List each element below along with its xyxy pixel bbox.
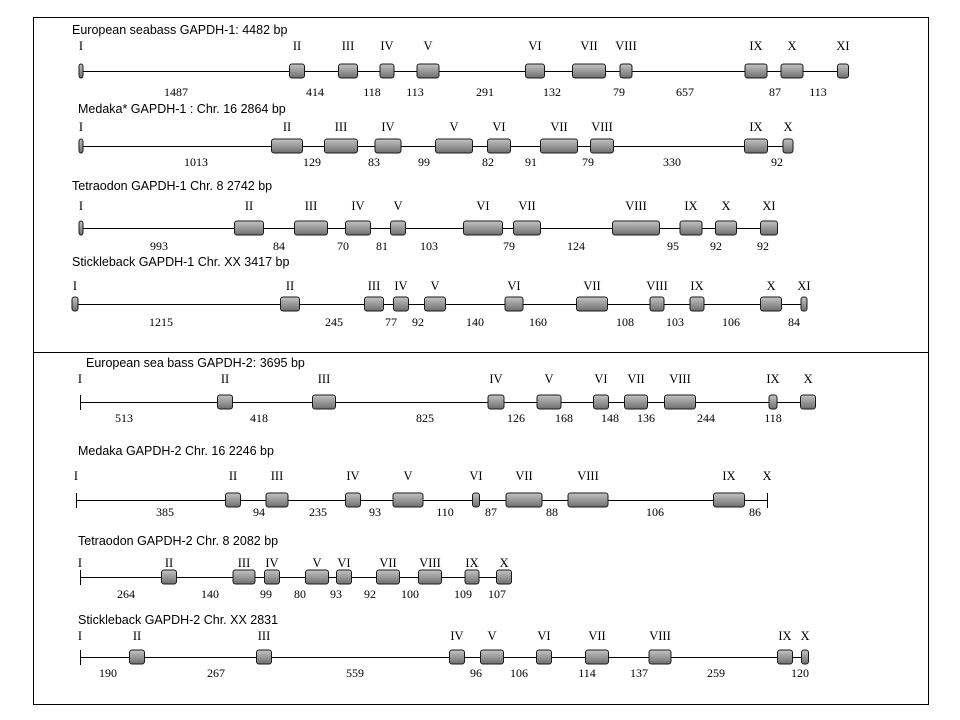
intron-length-label: 109 [454, 587, 472, 601]
exon-box [226, 493, 241, 507]
exon-label: X [783, 120, 793, 134]
intron-length-label: 103 [666, 315, 684, 329]
panel-gapdh-1 [34, 18, 929, 353]
exon-label: IX [690, 279, 704, 293]
exon-box [257, 650, 272, 664]
exon-label: IV [265, 556, 279, 570]
gene-title: Tetraodon GAPDH-1 Chr. 8 2742 bp [72, 179, 273, 193]
intron-length-label: 96 [470, 666, 482, 680]
intron-length-label: 92 [412, 315, 424, 329]
gene-row [78, 102, 793, 169]
exon-box [802, 650, 809, 664]
exon-box [781, 64, 803, 78]
gene-title: Stickleback GAPDH-1 Chr. XX 3417 bp [72, 255, 290, 269]
exon-box [473, 493, 480, 507]
exon-label: I [77, 372, 83, 386]
exon-label: II [164, 556, 174, 570]
intron-length-label: 95 [667, 239, 679, 253]
intron-length-label: 132 [543, 85, 561, 99]
exon-label: IX [778, 629, 792, 643]
exon-box [313, 395, 336, 409]
exon-box [801, 395, 816, 409]
exon-label: VI [492, 120, 506, 134]
intron-length-label: 160 [529, 315, 547, 329]
intron-length-label: 993 [150, 239, 168, 253]
exon-box [783, 139, 793, 153]
intron-length-label: 126 [507, 411, 525, 425]
exon-box [233, 570, 255, 584]
exon-box [306, 570, 329, 584]
intron-length-label: 107 [488, 587, 506, 601]
exon-label: X [721, 199, 731, 213]
exon-box [620, 64, 632, 78]
exon-box [130, 650, 145, 664]
intron-length-label: 108 [616, 315, 634, 329]
exon-box [613, 221, 660, 235]
exon-box [514, 221, 541, 235]
exon-label: XI [762, 199, 776, 213]
exon-label: V [393, 199, 403, 213]
exon-box [325, 139, 358, 153]
exon-box [436, 139, 473, 153]
intron-length-label: 168 [555, 411, 573, 425]
exon-label: VIII [419, 556, 441, 570]
intron-length-label: 113 [809, 85, 827, 99]
intron-length-label: 86 [749, 505, 761, 519]
exon-box [716, 221, 737, 235]
exon-box [801, 297, 807, 311]
intron-length-label: 83 [368, 155, 380, 169]
exon-label: V [487, 629, 497, 643]
exon-label: VII [583, 279, 601, 293]
intron-length-label: 1013 [184, 155, 208, 169]
intron-length-label: 79 [613, 85, 625, 99]
exon-label: IX [722, 469, 736, 483]
exon-label: III [237, 556, 251, 570]
exon-label: V [544, 372, 554, 386]
exon-label: VI [476, 199, 490, 213]
intron-length-label: 92 [364, 587, 376, 601]
exon-label: VI [594, 372, 608, 386]
exon-label: I [77, 629, 83, 643]
exon-label: VII [515, 469, 533, 483]
gene-row [78, 613, 810, 680]
intron-length-label: 92 [771, 155, 783, 169]
intron-length-label: 264 [117, 587, 135, 601]
gene-row [72, 255, 811, 329]
exon-label: X [800, 629, 810, 643]
intron-length-label: 513 [115, 411, 133, 425]
intron-length-label: 245 [325, 315, 343, 329]
exon-label: V [430, 279, 440, 293]
intron-length-label: 113 [406, 85, 424, 99]
exon-box [541, 139, 578, 153]
gene-title: Medaka* GAPDH-1 : Chr. 16 2864 bp [78, 102, 286, 116]
exon-box [162, 570, 177, 584]
intron-length-label: 1487 [164, 85, 188, 99]
intron-length-label: 118 [363, 85, 381, 99]
exon-label: VIII [625, 199, 647, 213]
exon-box [218, 395, 233, 409]
exon-box [377, 570, 400, 584]
gene-title: European seabass GAPDH-1: 4482 bp [72, 23, 288, 37]
exon-label: VI [507, 279, 521, 293]
exon-box [761, 221, 778, 235]
exon-box [745, 64, 767, 78]
intron-length-label: 385 [156, 505, 174, 519]
gene-row [74, 444, 772, 519]
exon-label: V [403, 469, 413, 483]
exon-box [650, 297, 664, 311]
exon-box [337, 570, 352, 584]
exon-label: II [244, 199, 254, 213]
intron-length-label: 140 [466, 315, 484, 329]
intron-length-label: 118 [764, 411, 782, 425]
exon-label: VIII [591, 120, 613, 134]
exon-label: XI [797, 279, 811, 293]
exon-box [419, 570, 442, 584]
exon-box [481, 650, 504, 664]
exon-box [714, 493, 745, 507]
exon-label: IV [346, 469, 360, 483]
exon-box [577, 297, 608, 311]
exon-label: III [270, 469, 284, 483]
intron-length-label: 91 [525, 155, 537, 169]
exon-label: IV [351, 199, 365, 213]
exon-box [339, 64, 358, 78]
intron-length-label: 267 [207, 666, 225, 680]
exon-label: VII [550, 120, 568, 134]
exon-label: XI [836, 39, 850, 53]
intron-length-label: 137 [630, 666, 648, 680]
exon-label: II [282, 120, 292, 134]
exon-label: X [499, 556, 509, 570]
exon-label: III [367, 279, 381, 293]
exon-label: VIII [649, 629, 671, 643]
intron-length-label: 124 [567, 239, 585, 253]
exon-label: VIII [615, 39, 637, 53]
exon-label: I [72, 279, 78, 293]
intron-length-label: 136 [637, 411, 655, 425]
exon-label: IX [684, 199, 698, 213]
exon-box [690, 297, 704, 311]
exon-label: IX [766, 372, 780, 386]
intron-length-label: 106 [646, 505, 664, 519]
exon-box [375, 139, 401, 153]
exon-box [346, 221, 371, 235]
exon-box [594, 395, 609, 409]
intron-length-label: 84 [273, 239, 285, 253]
intron-length-label: 825 [416, 411, 434, 425]
exon-box [769, 395, 777, 409]
exon-box [838, 64, 849, 78]
exon-box [235, 221, 264, 235]
intron-length-label: 99 [260, 587, 272, 601]
exon-box [393, 493, 423, 507]
exon-box [537, 395, 561, 409]
exon-box [417, 64, 439, 78]
gene-row [72, 23, 850, 99]
gene-row [72, 179, 778, 253]
intron-length-label: 106 [722, 315, 740, 329]
intron-length-label: 79 [582, 155, 594, 169]
exon-box [573, 64, 606, 78]
exon-box [761, 297, 782, 311]
exon-label: V [423, 39, 433, 53]
exon-label: V [312, 556, 322, 570]
exon-box [79, 64, 83, 78]
exon-box [488, 395, 504, 409]
exon-box [425, 297, 446, 311]
intron-length-label: 291 [476, 85, 494, 99]
exon-label: IV [380, 39, 394, 53]
exon-box [79, 221, 83, 235]
intron-length-label: 103 [420, 239, 438, 253]
exon-label: IX [749, 39, 763, 53]
exon-box [450, 650, 465, 664]
exon-label: VII [580, 39, 598, 53]
intron-length-label: 106 [510, 666, 528, 680]
exon-box [272, 139, 303, 153]
exon-box [537, 650, 552, 664]
exon-label: X [803, 372, 813, 386]
intron-length-label: 88 [546, 505, 558, 519]
exon-label: X [762, 469, 772, 483]
exon-label: I [77, 556, 83, 570]
intron-length-label: 87 [769, 85, 781, 99]
intron-length-label: 80 [294, 587, 306, 601]
intron-length-label: 148 [601, 411, 619, 425]
exon-label: III [317, 372, 331, 386]
intron-length-label: 84 [788, 315, 800, 329]
exon-box [79, 139, 83, 153]
intron-length-label: 87 [485, 505, 497, 519]
exon-label: VII [627, 372, 645, 386]
exon-label: VII [518, 199, 536, 213]
exon-box [295, 221, 328, 235]
gene-row [78, 534, 512, 601]
exon-label: VI [337, 556, 351, 570]
exon-box [365, 297, 384, 311]
exon-box [526, 64, 545, 78]
gene-row [78, 356, 816, 425]
exon-box [464, 221, 503, 235]
exon-box [391, 221, 406, 235]
exon-label: IV [381, 120, 395, 134]
exon-box [745, 139, 768, 153]
exon-box [680, 221, 702, 235]
intron-length-label: 259 [707, 666, 725, 680]
exon-label: III [304, 199, 318, 213]
exon-label: II [220, 372, 230, 386]
exon-box [346, 493, 361, 507]
intron-length-label: 559 [346, 666, 364, 680]
intron-length-label: 1215 [149, 315, 173, 329]
intron-length-label: 70 [337, 239, 349, 253]
exon-box [506, 493, 542, 507]
exon-box [265, 570, 280, 584]
exon-label: I [78, 120, 84, 134]
exon-label: I [73, 469, 79, 483]
exon-box [649, 650, 671, 664]
exon-box [281, 297, 300, 311]
exon-label: IX [465, 556, 479, 570]
exon-box [465, 570, 479, 584]
intron-length-label: 235 [309, 505, 327, 519]
exon-box [568, 493, 608, 507]
panel-gapdh-2 [34, 353, 929, 705]
intron-length-label: 93 [369, 505, 381, 519]
exon-box [586, 650, 609, 664]
exon-label: VI [528, 39, 542, 53]
exon-label: X [787, 39, 797, 53]
intron-length-label: 92 [757, 239, 769, 253]
intron-length-label: 414 [306, 85, 324, 99]
exon-label: III [334, 120, 348, 134]
gene-title: Tetraodon GAPDH-2 Chr. 8 2082 bp [78, 534, 279, 548]
exon-label: X [766, 279, 776, 293]
intron-length-label: 77 [385, 315, 397, 329]
intron-length-label: 418 [250, 411, 268, 425]
intron-length-label: 82 [482, 155, 494, 169]
gene-title: European sea bass GAPDH-2: 3695 bp [86, 356, 305, 370]
intron-length-label: 110 [436, 505, 454, 519]
exon-box [488, 139, 511, 153]
exon-label: VIII [646, 279, 668, 293]
intron-length-label: 330 [663, 155, 681, 169]
exon-label: VI [469, 469, 483, 483]
exon-label: VIII [577, 469, 599, 483]
exon-label: VII [379, 556, 397, 570]
intron-length-label: 114 [578, 666, 596, 680]
intron-length-label: 93 [330, 587, 342, 601]
intron-length-label: 120 [791, 666, 809, 680]
exon-label: II [292, 39, 302, 53]
intron-length-label: 94 [253, 505, 265, 519]
intron-length-label: 244 [697, 411, 715, 425]
gene-title: Stickleback GAPDH-2 Chr. XX 2831 [78, 613, 279, 627]
exon-label: IV [450, 629, 464, 643]
exon-label: VIII [669, 372, 691, 386]
exon-label: II [285, 279, 295, 293]
exon-box [665, 395, 696, 409]
exon-label: VII [588, 629, 606, 643]
intron-length-label: 190 [99, 666, 117, 680]
exon-box [394, 297, 409, 311]
intron-length-label: 129 [303, 155, 321, 169]
gene-title: Medaka GAPDH-2 Chr. 16 2246 bp [78, 444, 274, 458]
exon-box [266, 493, 288, 507]
exon-label: III [257, 629, 271, 643]
exon-box [505, 297, 523, 311]
exon-label: III [341, 39, 355, 53]
exon-box [72, 297, 78, 311]
intron-length-label: 140 [201, 587, 219, 601]
exon-label: IV [394, 279, 408, 293]
exon-box [290, 64, 305, 78]
intron-length-label: 79 [503, 239, 515, 253]
intron-length-label: 81 [376, 239, 388, 253]
intron-length-label: 657 [676, 85, 694, 99]
exon-label: I [78, 199, 84, 213]
exon-label: V [449, 120, 459, 134]
exon-label: VI [537, 629, 551, 643]
exon-label: I [78, 39, 84, 53]
exon-label: II [132, 629, 142, 643]
intron-length-label: 92 [710, 239, 722, 253]
intron-length-label: 100 [401, 587, 419, 601]
exon-box [497, 570, 512, 584]
exon-box [778, 650, 793, 664]
exon-label: IV [489, 372, 503, 386]
exon-box [625, 395, 648, 409]
exon-label: II [228, 469, 238, 483]
intron-length-label: 99 [418, 155, 430, 169]
exon-box [591, 139, 614, 153]
exon-label: IX [749, 120, 763, 134]
exon-box [380, 64, 394, 78]
